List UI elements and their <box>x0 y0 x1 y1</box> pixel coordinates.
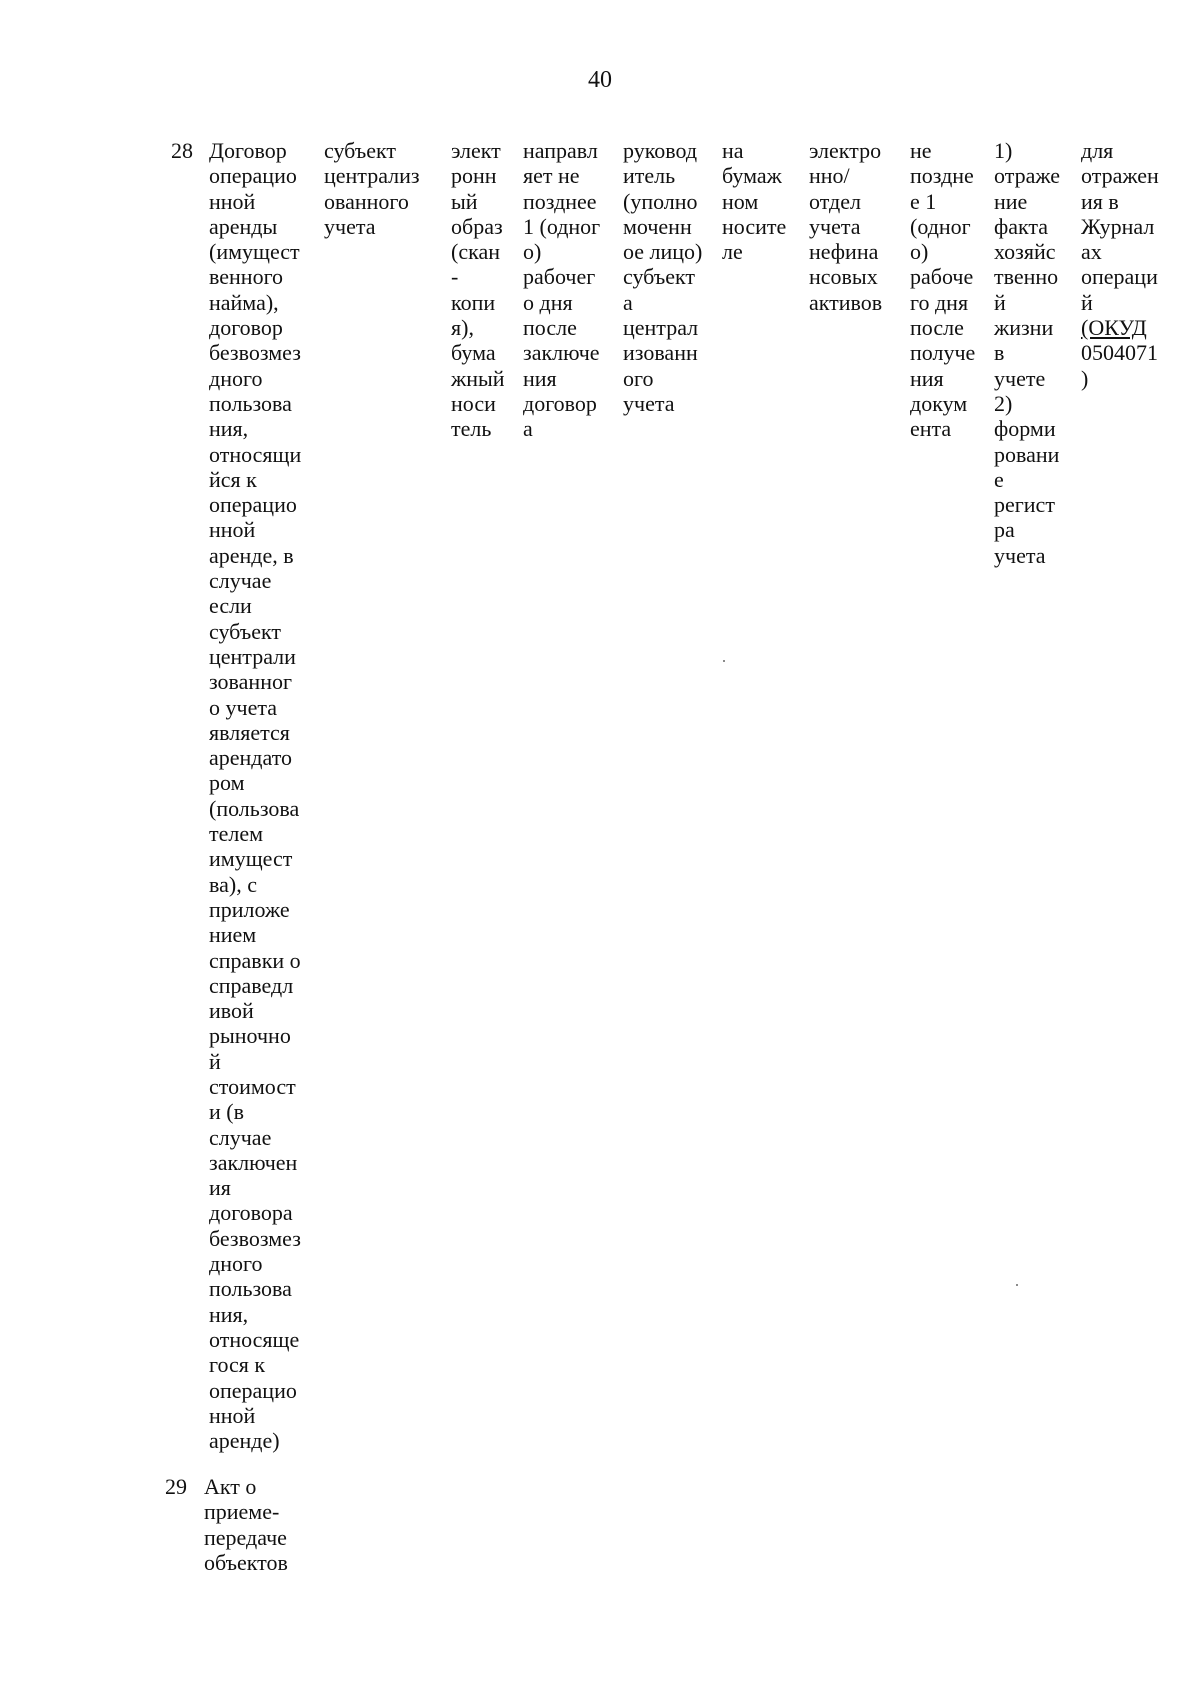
submission-deadline-cell: направл яет не позднее 1 (одног о) рабочег о дня после заключе ния договор а <box>523 138 601 442</box>
register-text: для отражен ия в Журнал ах операци й <box>1081 138 1159 315</box>
recipient-cell: электро нно/ отдел учета нефина нсовых активов <box>809 138 883 315</box>
row-number: 29 <box>165 1474 187 1499</box>
signature-form-cell: на бумаж ном носите ле <box>722 138 787 265</box>
scan-speck <box>723 660 725 662</box>
register-cell <box>1081 138 1159 391</box>
document-name-cell: Акт о приеме- передаче объектов <box>204 1474 288 1575</box>
okud-code-text: 0504071 ) <box>1081 340 1158 391</box>
processing-action-cell: 1) отраже ние факта хозяйс твенно й жизни в учете 2) форми ровани е регист ра учета <box>994 138 1061 568</box>
scan-speck <box>1016 1284 1018 1286</box>
document-format-cell: элект ронн ый образ (скан - копи я), бума жный носи тель <box>451 138 505 442</box>
okud-link-text: (ОКУД <box>1081 315 1147 341</box>
document-name-cell: Договор операцио нной аренды (имущест венного найма), договор безвозмез дного пользова ния, относящи йся к операцио нной аренде, в случае если субъект централи зованног о учета является арендато ром (пользова телем имущест ва), с приложе нием справки о справедл ивой рыночно й стоимост и (в случае заключен ия договора безвозмез дного пользова ния, относяще гося к операцио нной аренде) <box>209 138 302 1454</box>
page-number: 40 <box>588 67 612 93</box>
document-creator-cell: субъект централиз ованного учета <box>324 138 420 239</box>
row-number: 28 <box>171 138 193 163</box>
signatory-cell: руковод итель (уполно моченн ое лицо) субъект а централ изованн ого учета <box>623 138 703 416</box>
processing-deadline-cell: не поздне е 1 (одног о) рабоче го дня после получе ния докум ента <box>910 138 976 442</box>
